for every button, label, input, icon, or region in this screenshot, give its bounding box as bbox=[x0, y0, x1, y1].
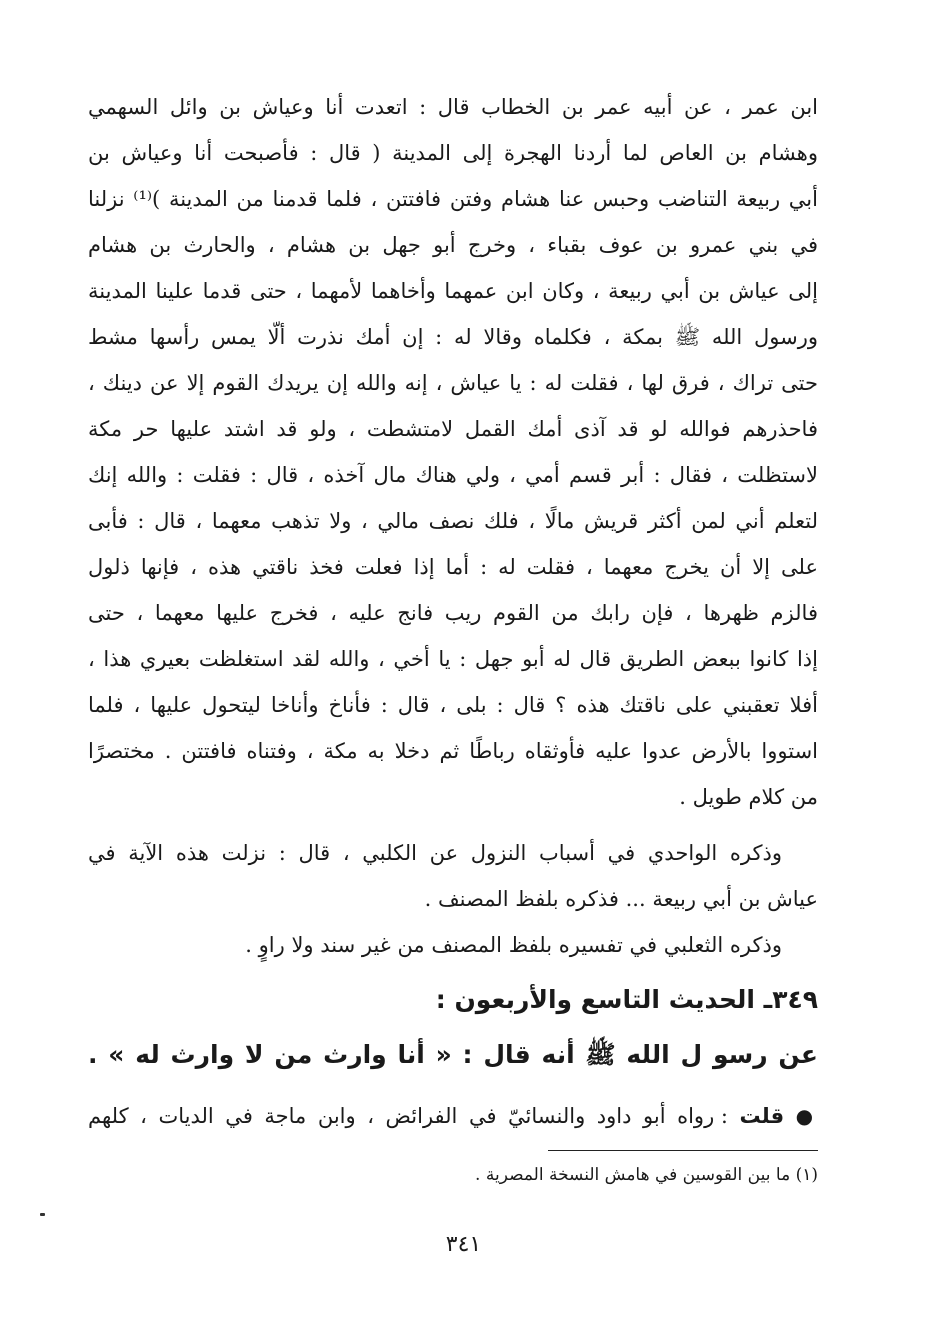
paragraph-3 bbox=[88, 922, 818, 968]
text-line: ابن عمر ، عن أبيه عمر بن الخطاب قال : اتعدت أنا وعياش بن وائل السهمي bbox=[88, 95, 818, 119]
text-line: وهشام بن العاص لما أردنا الهجرة إلى المدينة ( قال : فأصبحت أنا وعياش بن bbox=[88, 141, 818, 165]
text-line: عياش بن أبي ربيعة ... فذكره بلفظ المصنف . bbox=[424, 887, 818, 911]
note-line bbox=[88, 1093, 818, 1139]
text-line: لاستظلت ، فقال : أبر قسم أمي ، ولي هناك مال آخذه ، قال : فقلت : والله إنك bbox=[88, 463, 818, 487]
text-line: حتى تراك ، فرق لها ، فقلت له : يا عياش ، إنه والله إن يريدك القوم إلا عن دينك ، bbox=[88, 371, 819, 395]
note-lead: قلت bbox=[739, 1104, 785, 1128]
text-line: إلى عياش بن أبي ربيعة ، وكان ابن عمهما وأخاهما لأمهما ، حتى قدما علينا المدينة bbox=[88, 279, 818, 303]
hadith-text: عن رسو ل الله ﷺ أنه قال : « أنا وارث من لا وارث له » . bbox=[88, 1040, 818, 1069]
hadith-heading: ٣٤٩ـ الحديث التاسع والأربعون : bbox=[435, 985, 818, 1014]
note-text: : رواه أبو داود والنسائيّ في الفرائض ، وابن ماجة في الديات ، كلهم bbox=[88, 1104, 728, 1128]
text-line: أفلا تعقبني على ناقتك هذه ؟ قال : بلى ، قال : فأناخ وأناخا ليتحول عليها ، فلما bbox=[88, 693, 818, 717]
scan-mark bbox=[40, 1213, 45, 1216]
text-line: وذكره الواحدي في أسباب النزول عن الكلبي ، قال : نزلت هذه الآية في bbox=[88, 841, 782, 865]
paragraph-2 bbox=[88, 830, 818, 922]
bullet-icon: ● bbox=[795, 1104, 818, 1128]
page-number: ٣٤١ bbox=[445, 1232, 482, 1257]
text-line: ورسول الله ﷺ بمكة ، فكلماه وقالا له : إن أمك نذرت ألّا يمس رأسها مشط bbox=[88, 325, 818, 349]
text-line: في بني عمرو بن عوف بقباء ، وخرج أبو جهل بن هشام ، والحارث بن هشام bbox=[88, 233, 818, 257]
footnote-divider bbox=[548, 1150, 818, 1151]
text-line: استووا بالأرض عدوا عليه فأوثقاه رباطًا ثم دخلا به مكة ، وفتناه فافتتن . مختصرًا bbox=[88, 739, 818, 763]
text-line: فاحذرهم فوالله لو قد آذى أمك القمل لامتشطت ، ولو قد اشتد عليها حر مكة bbox=[88, 417, 818, 441]
footnote: (١) ما بين القوسين في هامش النسخة المصرية . bbox=[475, 1165, 818, 1185]
text-line: لتعلم أني لمن أكثر قريش مالًا ، فلك نصف مالي ، ولا تذهب معهما ، قال : فأبى bbox=[88, 509, 818, 533]
text-line: من كلام طويل . bbox=[679, 785, 818, 809]
text-line: وذكره الثعلبي في تفسيره بلفظ المصنف من غير سند ولا راوٍ . bbox=[245, 933, 782, 957]
text-line: أبي ربيعة التناضب وحبس عنا هشام وفتن فافتتن ، فلما قدمنا من المدينة )⁽¹⁾ نزلنا bbox=[88, 187, 818, 211]
paragraph-1 bbox=[88, 84, 818, 820]
text-line: على إلا أن يخرج معهما ، فقلت له : أما إذا فعلت فخذ ناقتي هذه ، فإنها ذلول bbox=[88, 555, 818, 579]
text-line: فالزم ظهرها ، فإن رابك من القوم ريب فانج عليه ، فخرج عليها معهما ، حتى bbox=[88, 601, 818, 625]
main-text bbox=[88, 84, 818, 968]
text-line: إذا كانوا ببعض الطريق قال له أبو جهل : يا أخي ، والله لقد استغلظت بعيري هذا ، bbox=[88, 647, 818, 671]
